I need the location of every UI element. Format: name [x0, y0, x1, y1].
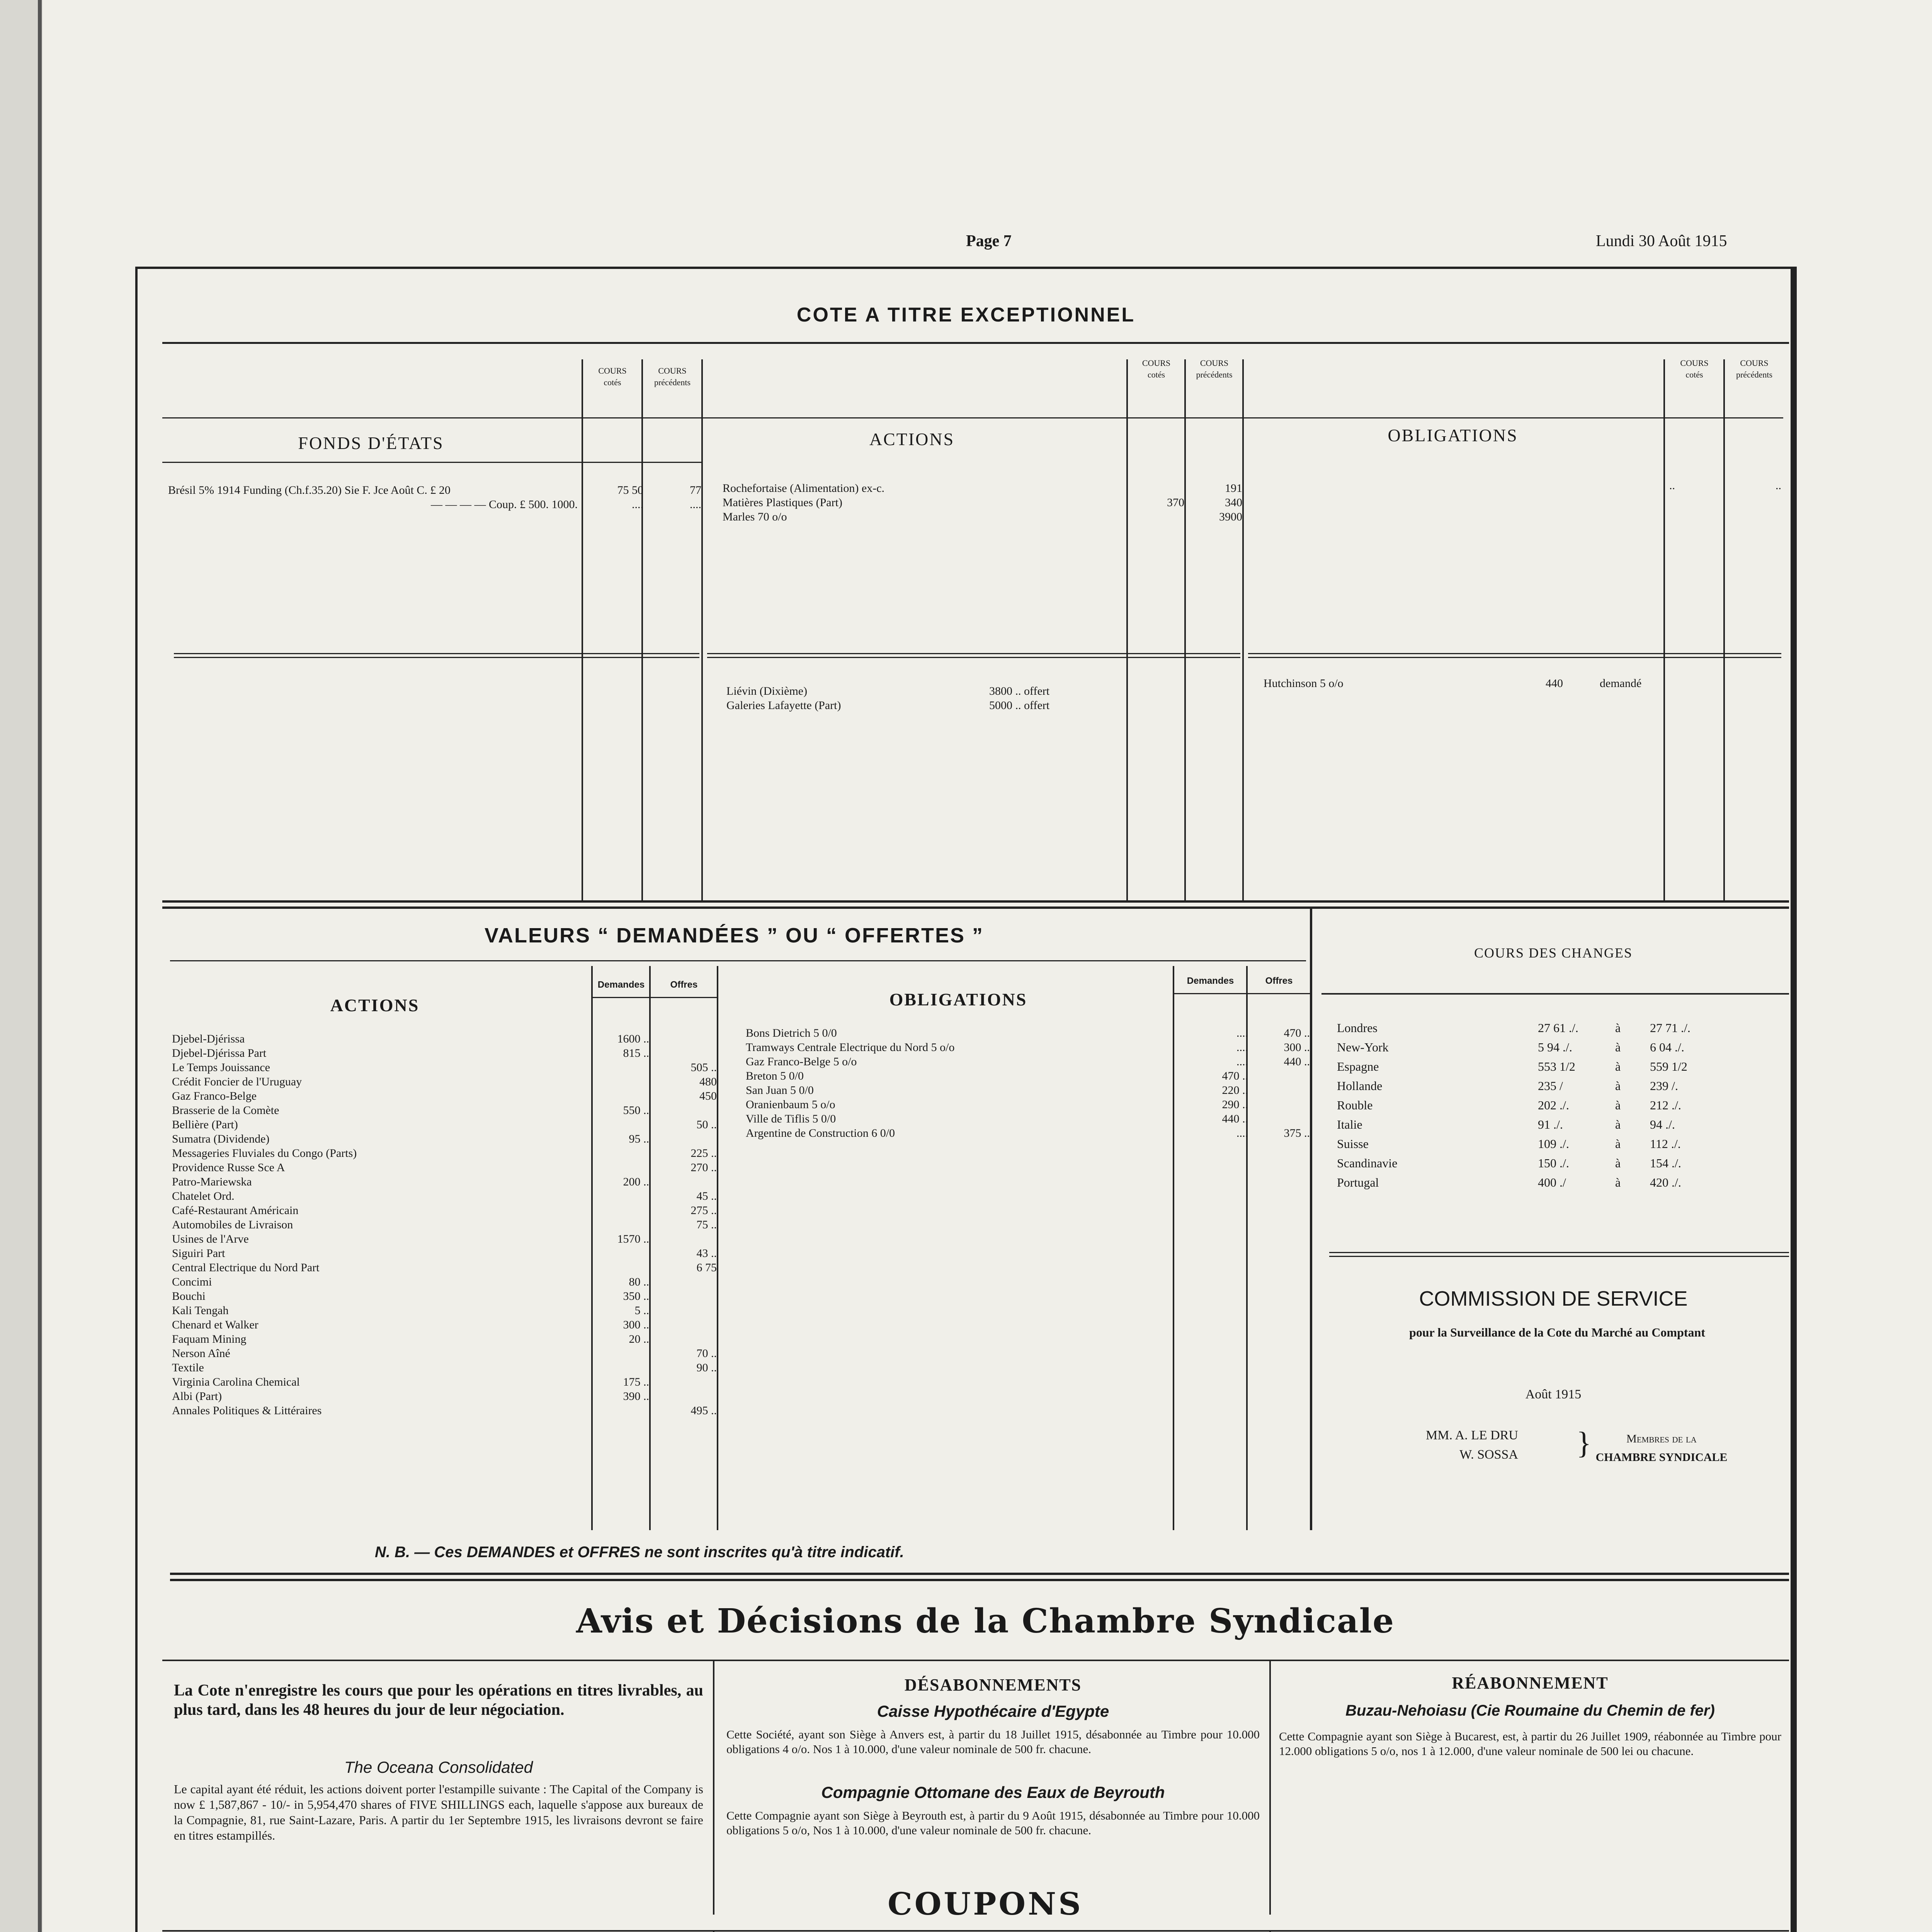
row-offre: 495 .. [690, 1404, 717, 1417]
oceana-text: Le capital ayant été réduit, les actions doivent porter l'estampille suivante : The Capital of the Company is now £ 1,587,867 - 10/- in 5,954,470 shares of FIVE SHILLINGS each, laquelle s'appose aux bureaux de la Compagnie, 81, rue Saint-Lazare, Paris. A partir du 1er Septembre 1915, les livraisons devront se faire en titres estampillés. [174, 1782, 703, 1842]
row-label: Gaz Franco-Belge 5 o/o [746, 1055, 857, 1068]
row-demande: 300 .. [623, 1318, 649, 1331]
changes-title: COURS DES CHANGES [1474, 945, 1633, 961]
row-label: Messageries Fluviales du Congo (Parts) [172, 1147, 357, 1160]
table-row [172, 1075, 717, 1089]
row-demande: 290 .. [1222, 1098, 1248, 1111]
change-sep: à [1615, 1098, 1621, 1112]
change-place: New-York [1337, 1040, 1389, 1054]
change-from: 235 / [1538, 1079, 1563, 1093]
row-demande: 1600 .. [617, 1032, 649, 1045]
rule [701, 359, 703, 900]
row-offre [649, 1332, 717, 1346]
page-date: Lundi 30 Août 1915 [1596, 232, 1727, 250]
change-sep: à [1615, 1156, 1621, 1170]
change-from: 109 ./. [1538, 1137, 1569, 1151]
row-offre: 225 .. [690, 1147, 717, 1160]
row-demande: 390 .. [623, 1390, 649, 1403]
rule [1723, 359, 1725, 900]
table-row [1337, 1153, 1793, 1173]
row-label: Ville de Tiflis 5 0/0 [746, 1112, 836, 1125]
table-row: Rochefortaise (Alimentation) ex-c. 191 [723, 482, 1242, 495]
row-offre [649, 1375, 717, 1389]
table-row [1337, 1018, 1793, 1037]
row-offre: 300 .. [1284, 1041, 1310, 1054]
change-from: 202 ./. [1538, 1098, 1569, 1112]
rule [582, 359, 583, 900]
rule [174, 653, 699, 654]
row-label: Annales Politiques & Littéraires [172, 1404, 322, 1417]
table-row [1337, 1057, 1793, 1076]
exc-oblig-offer [1264, 676, 1669, 690]
row-label: Chatelet Ord. [172, 1190, 235, 1202]
table-row [172, 1218, 717, 1232]
row-label: Oranienbaum 5 o/o [746, 1098, 835, 1111]
commission-date: Août 1915 [1525, 1387, 1582, 1401]
change-place: Italie [1337, 1117, 1362, 1131]
row-demande [591, 1203, 649, 1218]
row-offre: 75 .. [696, 1218, 717, 1231]
exc-actions-offers [726, 684, 1113, 713]
commission-members: MM. A. LE DRU W. SOSSA [1426, 1428, 1518, 1462]
row-offre [649, 1175, 717, 1189]
exceptionnel-top-rule [162, 342, 1789, 344]
row-demande: .... [1236, 1127, 1248, 1139]
rule [641, 359, 643, 900]
table-row [172, 1046, 717, 1060]
row-label: Kali Tengah [172, 1304, 229, 1317]
row-label: Faquam Mining [172, 1333, 247, 1345]
row-offre [1248, 1112, 1310, 1126]
row-label: Crédit Foncier de l'Uruguay [172, 1075, 302, 1088]
rule [174, 657, 699, 658]
reab-1-title: Buzau-Nehoiasu (Cie Roumaine du Chemin de fer) [1345, 1702, 1715, 1719]
row-demande: 20 .. [629, 1333, 649, 1345]
row-label: Central Electrique du Nord Part [172, 1261, 320, 1274]
row-label: Bellière (Part) [172, 1118, 238, 1131]
row-label: Café-Restaurant Américain [172, 1204, 299, 1217]
table-row [172, 1332, 717, 1346]
change-to: 212 ./. [1650, 1098, 1681, 1112]
row-offre: 70 .. [696, 1347, 717, 1360]
rule [1329, 1252, 1789, 1253]
row-label: Gaz Franco-Belge [172, 1090, 257, 1102]
row-label: Siguiri Part [172, 1247, 225, 1260]
rule [1126, 359, 1128, 900]
changes-list [1337, 1018, 1793, 1192]
row-label: Tramways Centrale Electrique du Nord 5 o/o [746, 1041, 955, 1054]
row-offre [1248, 1069, 1310, 1083]
table-row [1337, 1115, 1793, 1134]
row-label: Djebel-Djérissa [172, 1032, 245, 1045]
table-row [172, 1032, 717, 1046]
section-divider [162, 900, 1789, 909]
row-demande [591, 1346, 649, 1361]
change-from: 400 ./ [1538, 1175, 1566, 1189]
table-row [746, 1083, 1310, 1097]
change-from: 91 ./. [1538, 1117, 1563, 1131]
table-row [746, 1112, 1310, 1126]
table-row [172, 1361, 717, 1375]
binding-shadow [38, 0, 42, 1932]
change-sep: à [1615, 1021, 1621, 1035]
row-offre [649, 1275, 717, 1289]
row-offre [1248, 1083, 1310, 1097]
change-from: 27 61 ./. [1538, 1021, 1578, 1035]
row-offre: 43 .. [696, 1247, 717, 1260]
row-offre: 45 .. [696, 1190, 717, 1202]
valeurs-actions-list [172, 1032, 717, 1418]
oceana-title: The Oceana Consolidated [344, 1758, 533, 1776]
table-row [172, 1132, 717, 1146]
row-demande [591, 1260, 649, 1275]
table-row [172, 1303, 717, 1318]
row-demande [591, 1361, 649, 1375]
table-row [172, 1232, 717, 1246]
avis-title: Avis et Décisions de la Chambre Syndicale [576, 1602, 1395, 1641]
rule [1248, 657, 1781, 658]
rule [1242, 359, 1244, 900]
table-row [172, 1403, 717, 1418]
row-demande [591, 1218, 649, 1232]
rule [1269, 1660, 1271, 1915]
table-row [1337, 1095, 1793, 1115]
table-row [172, 1060, 717, 1075]
change-sep: à [1615, 1117, 1621, 1131]
row-demande: 350 .. [623, 1290, 649, 1303]
change-to: 27 71 ./. [1650, 1021, 1690, 1035]
row-offre [649, 1032, 717, 1046]
commission-role: Membres de la CHAMBRE SYNDICALE [1595, 1432, 1728, 1464]
table-row: Matières Plastiques (Part) 370 340 [723, 496, 1242, 509]
change-from: 150 ./. [1538, 1156, 1569, 1170]
table-row: Galeries Lafayette (Part) 5000 .. offert [726, 699, 1050, 712]
table-row [172, 1260, 717, 1275]
cours-header: COURS précédents [1196, 358, 1233, 379]
rule [1173, 993, 1310, 994]
rule [707, 653, 1240, 654]
row-offre: 505 .. [690, 1061, 717, 1074]
change-place: Hollande [1337, 1079, 1383, 1093]
coupons-title: COUPONS [888, 1886, 1083, 1922]
row-demande: 1570 .. [617, 1233, 649, 1245]
row-label: Usines de l'Arve [172, 1233, 249, 1245]
commission-title: COMMISSION DE SERVICE [1419, 1287, 1688, 1310]
row-offre: 470 .. [1284, 1027, 1310, 1039]
rule [170, 960, 1306, 961]
row-demande [591, 1075, 649, 1089]
row-offre: 450 [699, 1090, 717, 1102]
rule [701, 417, 1242, 418]
row-label: Chenard et Walker [172, 1318, 259, 1331]
table-row [1337, 1037, 1793, 1057]
row-offre [1248, 1097, 1310, 1112]
row-demande: 95 .. [629, 1133, 649, 1145]
row-label: Patro-Mariewska [172, 1175, 252, 1188]
change-to: 420 ./. [1650, 1175, 1681, 1189]
rule [1663, 359, 1665, 900]
row-label: Virginia Carolina Chemical [172, 1376, 300, 1388]
row-demande [591, 1146, 649, 1160]
rule [162, 417, 701, 418]
row-demande: 440 .. [1222, 1112, 1248, 1125]
row-offre: 6 75 [696, 1261, 717, 1274]
row-offre [649, 1046, 717, 1060]
row-offre [649, 1289, 717, 1303]
table-row [1337, 1173, 1793, 1192]
change-place: Rouble [1337, 1098, 1373, 1112]
page-number: Page 7 [966, 232, 1012, 250]
desab-title: DÉSABONNEMENTS [904, 1675, 1082, 1694]
desab-1-text: Cette Société, ayant son Siège à Anvers est, à partir du 18 Juillet 1915, désabonnée au Timbre pour 10.000 obligations 4 o/o. Nos 1 à 10.000, d'une valeur nominale de 500 fr. chacune. [726, 1728, 1260, 1756]
row-label: Sumatra (Dividende) [172, 1133, 270, 1145]
row-demande [591, 1246, 649, 1260]
table-row [172, 1189, 717, 1203]
table-row [1337, 1134, 1793, 1153]
change-place: Scandinavie [1337, 1156, 1398, 1170]
exc-actions-rows [723, 481, 1242, 524]
table-row [172, 1275, 717, 1289]
reab-1-text: Cette Compagnie ayant son Siège à Bucarest, est, à partir du 26 Juillet 1909, réabonnée au Timbre pour 12.000 obligations 5 o/o, nos 1 à 12.000, d'une valeur nominale de 500 lei ou chacune. [1279, 1730, 1781, 1758]
commission-brace: } [1577, 1426, 1592, 1460]
row-label: Breton 5 0/0 [746, 1070, 804, 1082]
oblig-empty-cells: .. .. [1669, 479, 1781, 492]
col-offres: Offres [1265, 976, 1293, 986]
row-demande: .... [1236, 1041, 1248, 1054]
row-demande: 220 .. [1222, 1084, 1248, 1097]
row-offre: 375 .. [1284, 1127, 1310, 1139]
table-row [746, 1126, 1310, 1140]
table-row [172, 1117, 717, 1132]
table-row [746, 1026, 1310, 1040]
change-place: Suisse [1337, 1137, 1369, 1151]
row-label: Djebel-Djérissa Part [172, 1047, 267, 1060]
change-place: Espagne [1337, 1060, 1379, 1073]
fonds-rows [168, 483, 701, 512]
row-demande [591, 1089, 649, 1103]
rule [1242, 417, 1783, 418]
row-offre [649, 1389, 717, 1403]
rule [717, 966, 718, 1530]
row-demande: 200 .. [623, 1175, 649, 1188]
change-sep: à [1615, 1040, 1621, 1054]
cours-header: COURS précédents [1736, 358, 1773, 379]
change-to: 94 ./. [1650, 1117, 1675, 1131]
rule [1321, 993, 1789, 995]
row-label: San Juan 5 0/0 [746, 1084, 814, 1097]
valeurs-title: VALEURS “ DEMANDÉES ” OU “ OFFERTES ” [484, 924, 984, 947]
valeurs-oblig-list [746, 1026, 1310, 1140]
table-row [172, 1289, 717, 1303]
row-offre: 440 .. [1284, 1055, 1310, 1068]
rule [713, 1930, 714, 1932]
row-offre: 270 .. [690, 1161, 717, 1174]
cours-header: COURS cotés [1142, 358, 1171, 379]
row-demande: 815 .. [623, 1047, 649, 1060]
table-row [172, 1389, 717, 1403]
table-row [172, 1203, 717, 1218]
change-to: 559 1/2 [1650, 1060, 1687, 1073]
binding-edge [0, 0, 43, 1932]
valeurs-right-border [1310, 908, 1312, 1530]
commission-subtitle: pour la Surveillance de la Cote du Marché au Comptant [1409, 1325, 1705, 1339]
row-label: Nerson Aîné [172, 1347, 230, 1360]
row-offre: 275 .. [690, 1204, 717, 1217]
change-from: 5 94 ./. [1538, 1040, 1572, 1054]
change-sep: à [1615, 1060, 1621, 1073]
desab-2-text: Cette Compagnie ayant son Siège à Beyrouth est, à partir du 9 Août 1915, désabonnée au Timbre pour 10.000 obligations 5 o/o, Nos 1 à 10.000, d'une valeur nominale de 500 fr. chacune. [726, 1809, 1260, 1837]
rule [162, 1660, 1789, 1661]
fonds-title: FONDS D'ÉTATS [298, 433, 444, 453]
table-row [746, 1069, 1310, 1083]
row-label: Le Temps Jouissance [172, 1061, 270, 1074]
table-row [172, 1089, 717, 1103]
table-row: — — — — Coup. £ 500. 1000. .... .... [430, 498, 701, 511]
rule [1269, 1930, 1271, 1932]
change-place: Portugal [1337, 1175, 1379, 1189]
rule [591, 997, 717, 998]
change-sep: à [1615, 1079, 1621, 1093]
row-demande: .... [1236, 1055, 1248, 1068]
change-place: Londres [1337, 1021, 1378, 1035]
table-row [172, 1103, 717, 1117]
table-row: Liévin (Dixième) 3800 .. offert [726, 685, 1050, 697]
row-label: Albi (Part) [172, 1390, 222, 1403]
row-demande [591, 1117, 649, 1132]
exc-oblig-title: OBLIGATIONS [1388, 425, 1518, 445]
rule [713, 1660, 714, 1915]
row-label: Argentine de Construction 6 0/0 [746, 1127, 895, 1139]
row-offre: 90 .. [696, 1361, 717, 1374]
table-row [746, 1040, 1310, 1054]
row-label: Bouchi [172, 1290, 206, 1303]
change-to: 154 ./. [1650, 1156, 1681, 1170]
row-demande: 80 .. [629, 1276, 649, 1288]
col-offres: Offres [670, 980, 698, 990]
reab-title: RÉABONNEMENT [1452, 1673, 1609, 1692]
row-demande [591, 1160, 649, 1175]
table-row [1337, 1076, 1793, 1095]
desab-2-title: Compagnie Ottomane des Eaux de Beyrouth [821, 1783, 1165, 1801]
row-offre: 50 .. [696, 1118, 717, 1131]
row-demande [591, 1403, 649, 1418]
change-sep: à [1615, 1137, 1621, 1151]
rule [1248, 653, 1781, 654]
row-demande: 5 .. [634, 1304, 649, 1317]
col-demandes: Demandes [1187, 976, 1234, 986]
row-demande [591, 1060, 649, 1075]
row-demande: 470 .. [1222, 1070, 1248, 1082]
exc-actions-title: ACTIONS [869, 429, 955, 449]
table-row [172, 1346, 717, 1361]
table-row: Brésil 5% 1914 Funding (Ch.f.35.20) Sie F. Jce Août C. £ 20 75 50 77 [168, 484, 701, 497]
table-row [172, 1318, 717, 1332]
rule [162, 1930, 1789, 1932]
row-offre: 480 [699, 1075, 717, 1088]
valeurs-actions-title: ACTIONS [330, 995, 420, 1015]
rule [1184, 359, 1186, 900]
table-row [172, 1246, 717, 1260]
change-to: 6 04 ./. [1650, 1040, 1684, 1054]
rule [162, 462, 701, 463]
row-label: Concimi [172, 1276, 212, 1288]
cours-header: COURS cotés [598, 366, 627, 387]
row-offre [649, 1232, 717, 1246]
row-demande: .... [1236, 1027, 1248, 1039]
table-row [172, 1375, 717, 1389]
valeurs-note: N. B. — Ces DEMANDES et OFFRES ne sont inscrites qu'à titre indicatif. [375, 1544, 904, 1561]
row-offre [649, 1303, 717, 1318]
row-label: Brasserie de la Comète [172, 1104, 279, 1117]
change-sep: à [1615, 1175, 1621, 1189]
row-label: Textile [172, 1361, 204, 1374]
row-offre [649, 1103, 717, 1117]
row-label: Bons Dietrich 5 0/0 [746, 1027, 837, 1039]
row-label: Providence Russe Sce A [172, 1161, 285, 1174]
section-divider [170, 1573, 1789, 1581]
table-row [746, 1097, 1310, 1112]
exceptionnel-title: COTE A TITRE EXCEPTIONNEL [796, 304, 1136, 326]
row-offre [649, 1318, 717, 1332]
change-to: 239 /. [1650, 1079, 1678, 1093]
cours-header: COURS cotés [1680, 358, 1709, 379]
table-row [172, 1175, 717, 1189]
change-from: 553 1/2 [1538, 1060, 1575, 1073]
row-demande: 550 .. [623, 1104, 649, 1117]
table-row: Marles 70 o/o 3900 [723, 510, 1242, 523]
avis-intro: La Cote n'enregistre les cours que pour les opérations en titres livrables, au plus tard, dans les 48 heures du jour de leur négociation. [174, 1682, 703, 1719]
cours-header: COURS précédents [654, 366, 691, 387]
rule [707, 657, 1240, 658]
desab-1-title: Caisse Hypothécaire d'Egypte [877, 1702, 1109, 1720]
row-demande [591, 1189, 649, 1203]
col-demandes: Demandes [597, 980, 645, 990]
change-to: 112 ./. [1650, 1137, 1681, 1151]
row-demande: 175 .. [623, 1376, 649, 1388]
table-row [172, 1146, 717, 1160]
table-row: Hutchinson 5 o/o 440 demandé [1264, 677, 1642, 690]
row-label: Automobiles de Livraison [172, 1218, 293, 1231]
row-offre [649, 1132, 717, 1146]
table-row [172, 1160, 717, 1175]
valeurs-oblig-title: OBLIGATIONS [889, 990, 1027, 1009]
rule [1329, 1256, 1789, 1257]
table-row [746, 1054, 1310, 1069]
